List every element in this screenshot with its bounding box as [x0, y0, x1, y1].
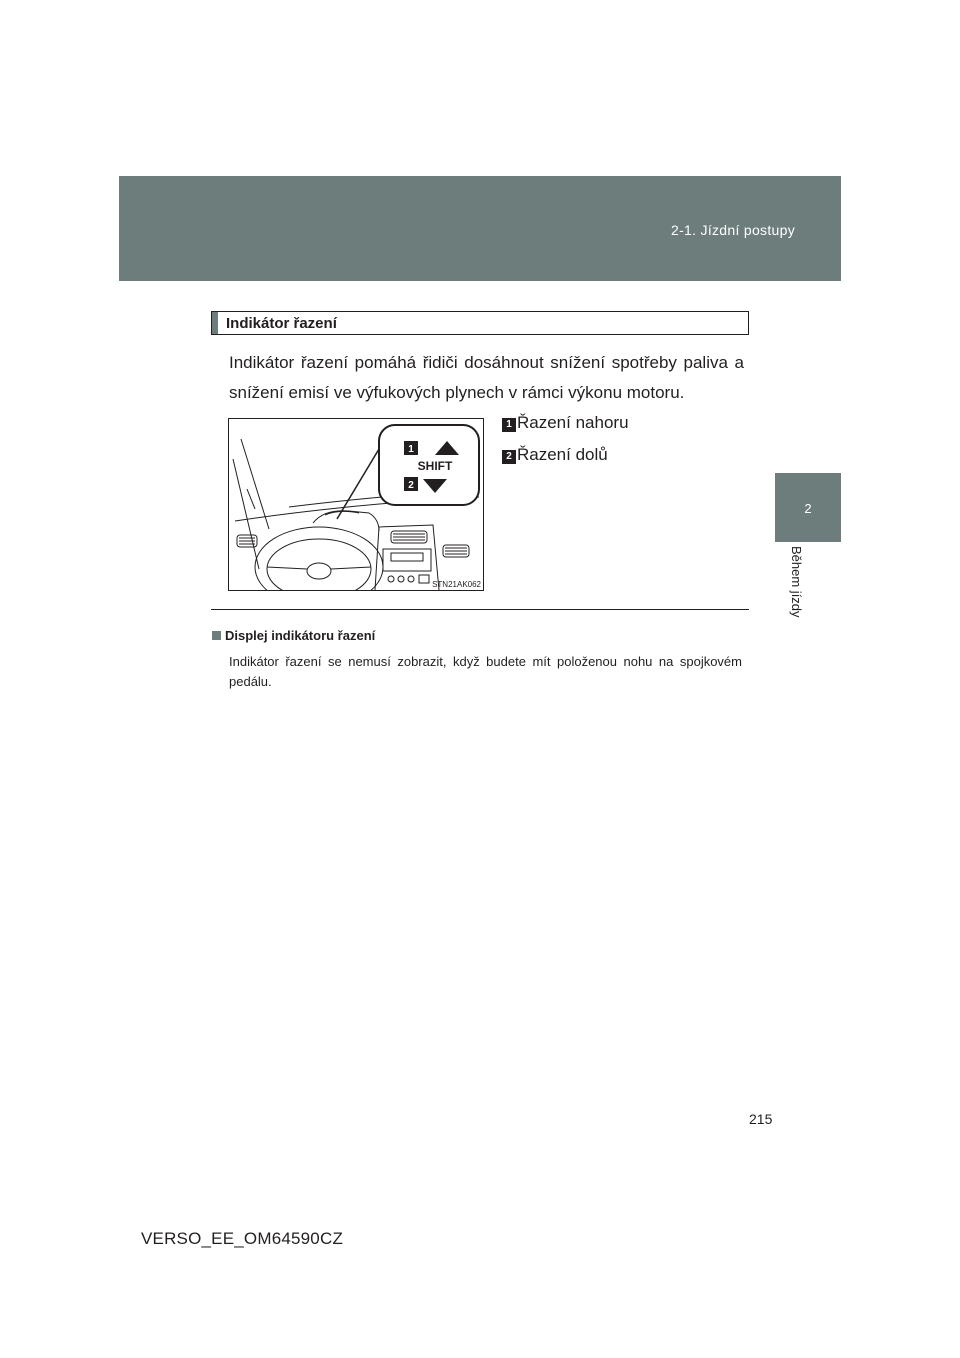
- chapter-tab: [775, 473, 841, 542]
- figure-image-code: STN21AK062: [432, 580, 481, 589]
- section-header: 2-1. Jízdní postupy: [671, 222, 795, 238]
- legend-label-shift-down: Řazení dolů: [517, 445, 608, 464]
- shift-display-text: SHIFT: [417, 459, 453, 473]
- callout-badge-1-text: 1: [408, 444, 414, 455]
- note-body: Indikátor řazení se nemusí zobrazit, když budete mít položenou nohu na spojkovém pedálu.: [229, 654, 742, 689]
- section-title-accent: [212, 312, 218, 334]
- chapter-number: 2: [804, 501, 812, 516]
- note-bullet-icon: [212, 631, 221, 640]
- dashboard-figure: [228, 418, 484, 591]
- page-number: 215: [749, 1111, 773, 1127]
- legend-badge-2: 2: [502, 450, 516, 464]
- legend-label-shift-up: Řazení nahoru: [517, 413, 629, 432]
- section-title-box: [211, 311, 749, 335]
- document-code: VERSO_EE_OM64590CZ: [141, 1229, 344, 1248]
- chapter-label: Během jízdy: [789, 546, 804, 618]
- header-band: [119, 176, 841, 281]
- section-divider: [211, 609, 749, 610]
- note-title-text: Displej indikátoru řazení: [225, 628, 376, 643]
- intro-paragraph: Indikátor řazení pomáhá řidiči dosáhnout snížení spotřeby paliva a snížení emisí ve výfukových plynech v rámci výkonu motoru.: [229, 353, 744, 402]
- callout-leader-line: [337, 449, 379, 519]
- callout-badge-2-text: 2: [408, 480, 414, 491]
- left-pillar-line: [233, 459, 259, 569]
- legend-badge-1: 1: [502, 418, 516, 432]
- section-title: Indikátor řazení: [226, 315, 337, 332]
- note-heading: [212, 628, 375, 643]
